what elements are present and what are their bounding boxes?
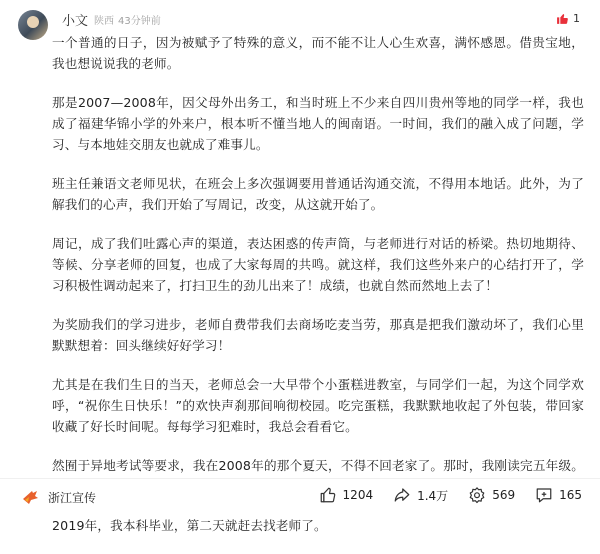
article-body [52, 32, 584, 554]
paragraph: 然囿于异地考试等要求，我在2008年的那个夏天，不得不回老家了。那时，我刚读完五年级。 [52, 458, 584, 473]
top-like-button[interactable] [556, 12, 580, 25]
source-account[interactable] [20, 487, 96, 507]
source-name: 浙江宣传 [48, 490, 97, 505]
author-name[interactable]: 小文 [62, 14, 89, 29]
paragraph: 班主任兼语文老师见状，在班会上多次强调要用普通话沟通交流，不得用本地话。此外，为了解我们的心声，我们开始了写周记，改变，从这就开始了。 [52, 176, 584, 212]
post-time: 43分钟前 [118, 16, 161, 27]
like-button[interactable] [319, 486, 374, 504]
like-count: 1204 [342, 488, 374, 502]
post-stats [299, 486, 582, 504]
thumb-up-red-icon [556, 12, 569, 25]
share-button[interactable] [393, 486, 448, 504]
collect-button[interactable] [468, 486, 515, 504]
comment-count: 165 [559, 488, 582, 502]
paragraph: 那是2007—2008年，因父母外出务工，和当时班上不少来自四川贵州等地的同学一样，我也成了福建华锦小学的外来户，根本听不懂当地人的闽南语。一时间，我们的融入成了问题，学习、与本地娃交朋友也就成了难事儿。 [52, 95, 584, 152]
source-logo-icon [20, 487, 40, 507]
paragraph: 尤其是在我们生日的当天，老师总会一大早带个小蛋糕进教室，与同学们一起，为这个同学欢呼，“祝你生日快乐！”的欢快声刹那间响彻校园。吃完蛋糕，我默默地收起了外包装，带回家收藏了好长时间呢。每每学习犯难时，我总会看看它。 [52, 377, 584, 434]
paragraph: 周记，成了我们吐露心声的渠道，表达困惑的传声筒，与老师进行对话的桥梁。热切地期待、等候、分享老师的回复，也成了大家每周的共鸣。就这样，我们这些外来户的心结打开了，学习积极性调动起来了，打扫卫生的劲儿出来了！成绩，也就自然而然地上去了！ [52, 236, 584, 293]
share-count: 1.4万 [417, 488, 449, 503]
paragraph: 为奖励我们的学习进步，老师自费带我们去商场吃麦当劳，那真是把我们激动坏了，我们心里默默想着：回头继续好好学习！ [52, 317, 584, 353]
comment-button[interactable] [535, 486, 582, 504]
comment-icon [535, 486, 553, 504]
collect-count: 569 [492, 488, 516, 502]
action-bar [0, 478, 600, 506]
paragraph: 一个普通的日子，因为被赋予了特殊的意义，而不能不让人心生欢喜，满怀感恩。借贵宝地，我也想说说我的老师。 [52, 35, 584, 71]
location-label: 陕西 [94, 16, 114, 27]
collect-icon [468, 486, 486, 504]
paragraph: 2019年，我本科毕业，第二天就赶去找老师了。 [52, 518, 327, 533]
post-meta [94, 12, 165, 27]
avatar[interactable] [18, 10, 48, 40]
thumb-up-icon [319, 486, 337, 504]
top-like-count: 1 [573, 12, 580, 25]
share-icon [393, 486, 411, 504]
